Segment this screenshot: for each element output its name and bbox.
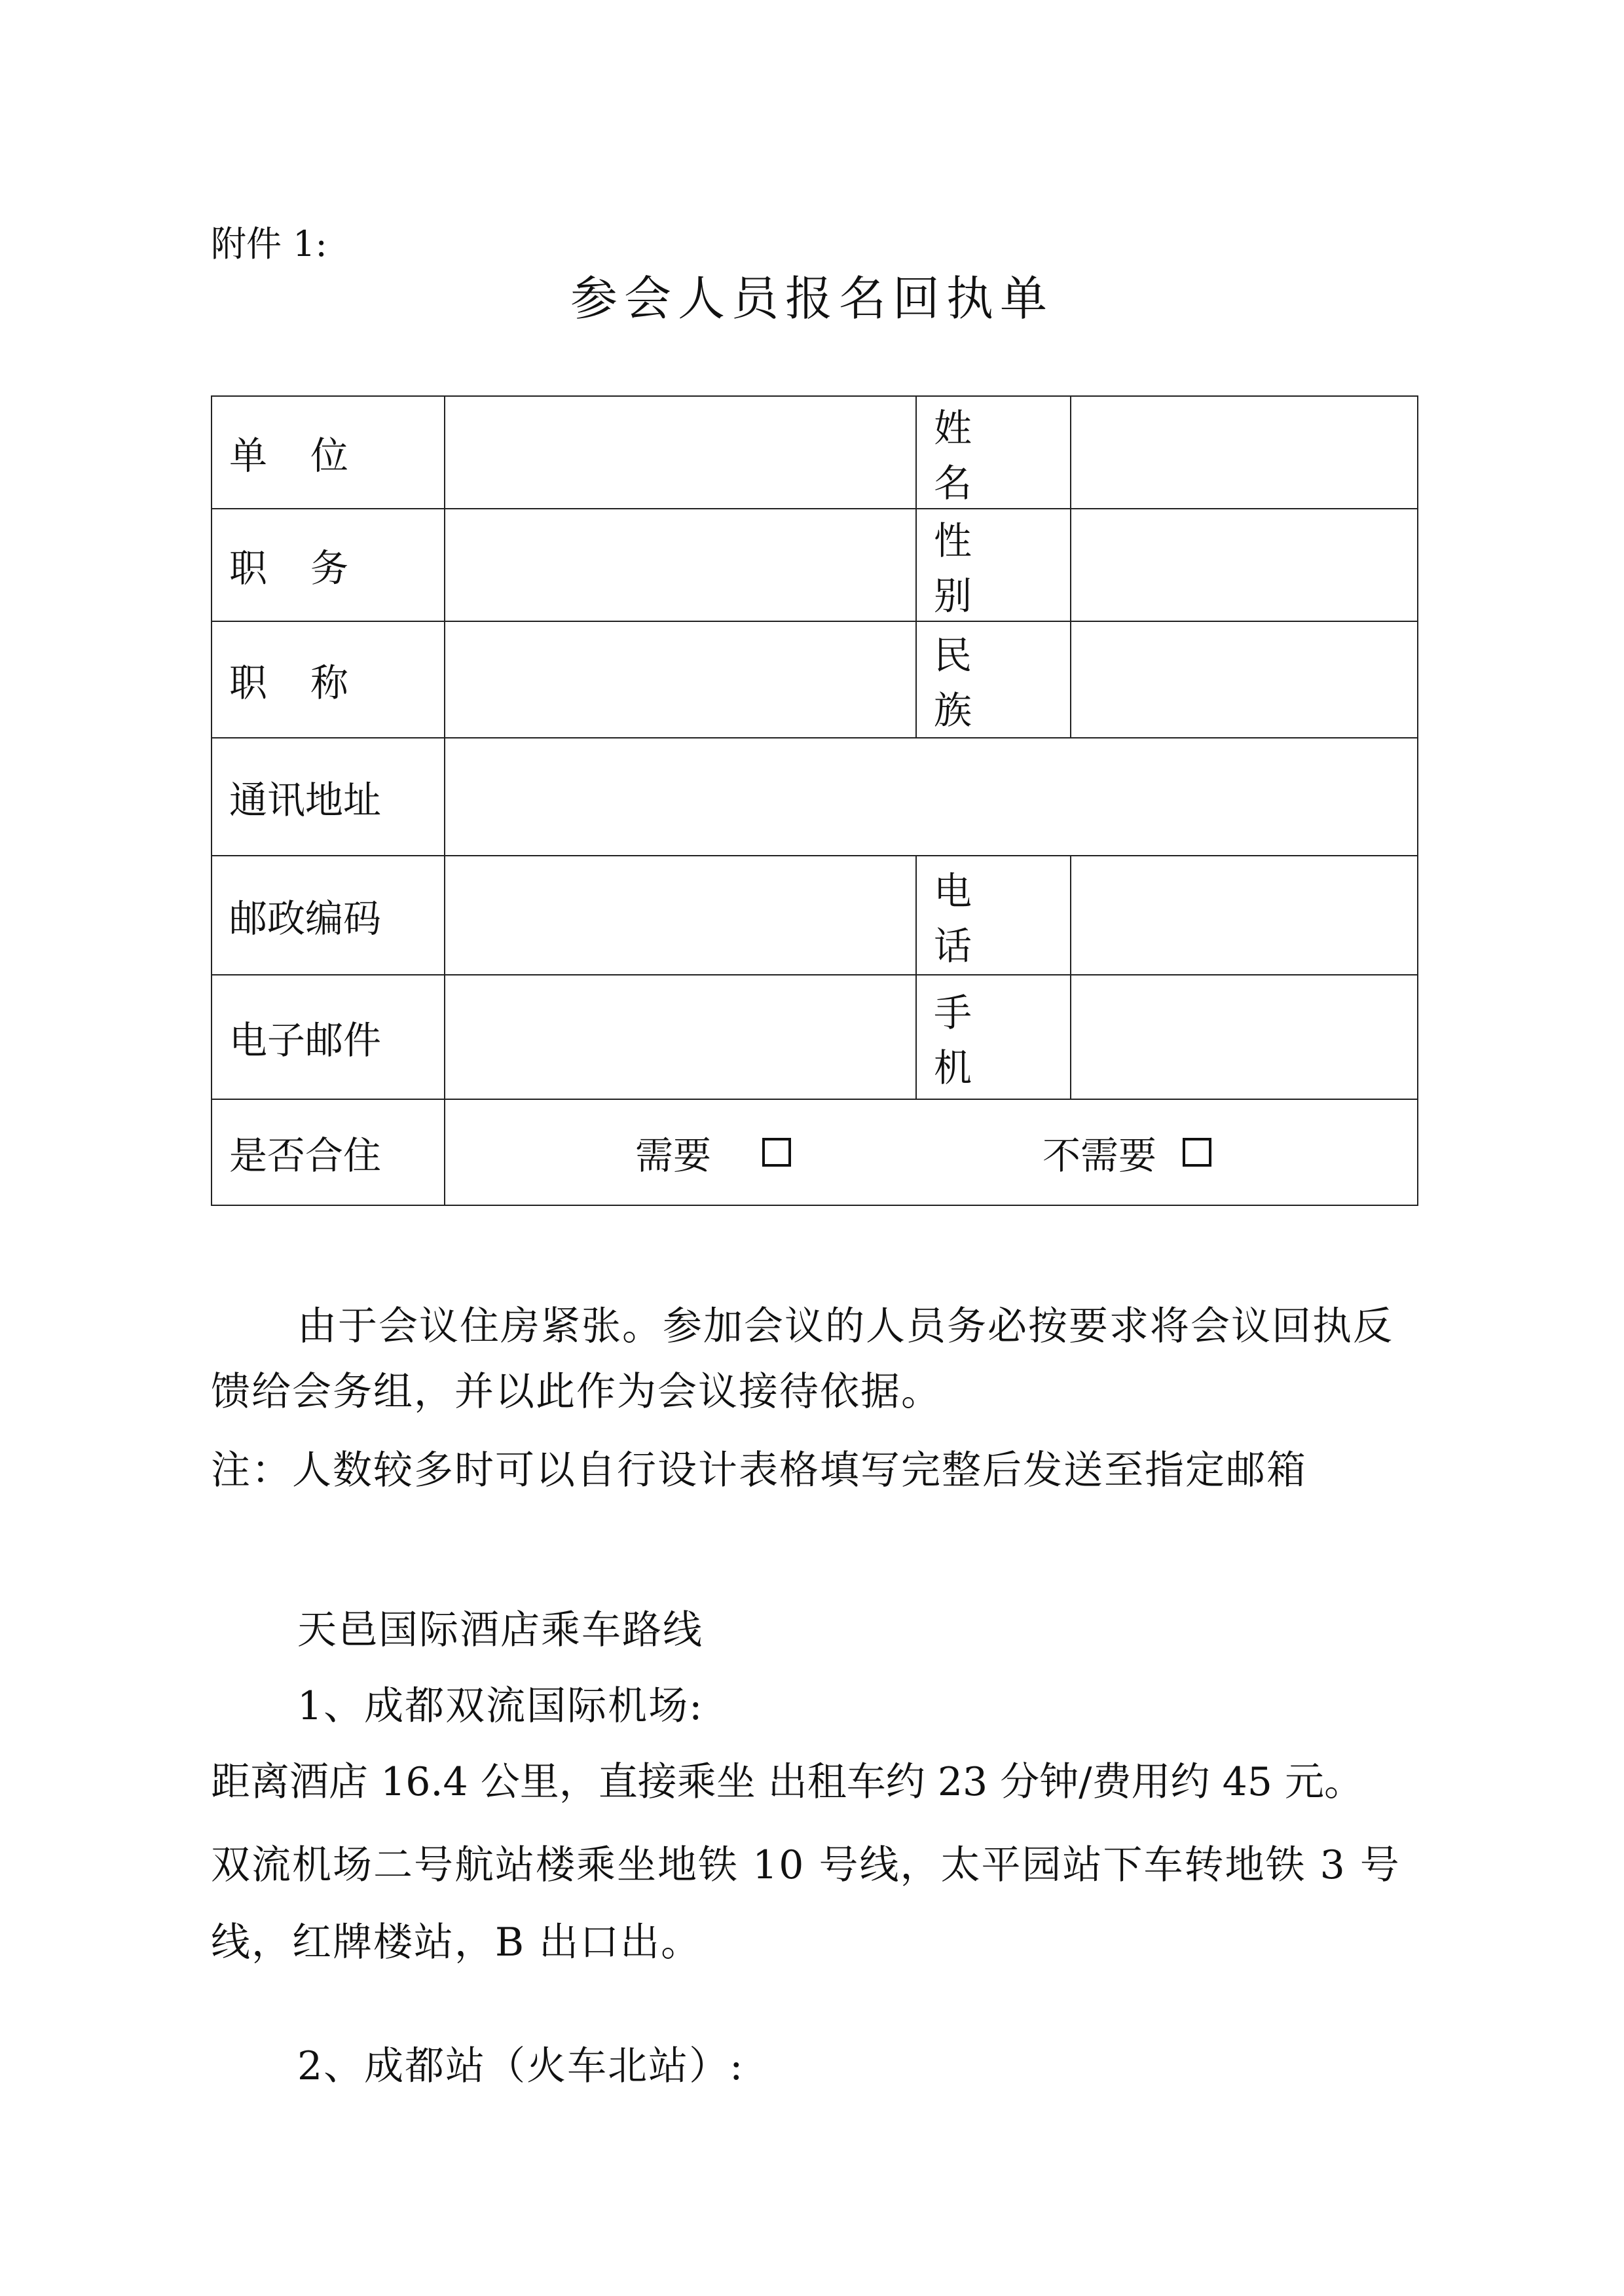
no-need-label: 不需要 [1043,1133,1157,1178]
table-row [212,856,1418,975]
need-checkbox[interactable] [762,1138,791,1167]
note-line: 注：人数较多时可以自行设计表格填写完整后发送至指定邮箱 [211,1448,1307,1493]
attachment-label: 附件 1: [211,223,327,264]
mobile-label: 手机 [916,975,1071,1099]
no-need-option[interactable] [1043,1125,1211,1180]
route-item-1-line-1: 距离酒店 16.4 公里，直接乘坐 出租车约 23 分钟/费用约 45 元。 [211,1759,1364,1805]
need-label: 需要 [635,1133,712,1178]
table-row [212,509,1418,621]
mobile-field[interactable] [1071,975,1418,1099]
position-label: 职务 [212,509,445,621]
route-item-1-title: 1、成都双流国际机场: [297,1683,704,1729]
route-item-1-line-2: 双流机场二号航站楼乘坐地铁 10 号线，太平园站下车转地铁 3 号线，红牌楼站，B 出口出。 [211,1842,1401,1965]
postcode-label: 邮政编码 [212,856,445,975]
table-row [212,621,1418,738]
email-label: 电子邮件 [212,975,445,1099]
name-field[interactable] [1071,396,1418,509]
gender-field[interactable] [1071,509,1418,621]
need-option[interactable] [635,1125,791,1180]
phone-label: 电话 [916,856,1071,975]
title-field[interactable] [445,621,916,738]
route-item-2-title: 2、成都站（火车北站）: [297,2043,745,2089]
table-row [212,738,1418,856]
position-field[interactable] [445,509,916,621]
notice-paragraph: 由于会议住房紧张。参加会议的人员务必按要求将会议回执反馈给会务组，并以此作为会议接待依据。 [211,1303,1393,1415]
email-field[interactable] [445,975,916,1099]
name-label: 姓名 [916,396,1071,509]
no-need-checkbox[interactable] [1183,1138,1211,1167]
unit-field[interactable] [445,396,916,509]
table-row [212,1099,1418,1205]
table-row [212,396,1418,509]
share-room-label: 是否合住 [212,1099,445,1205]
gender-label: 性别 [916,509,1071,621]
ethnicity-label: 民族 [916,621,1071,738]
address-field[interactable] [445,738,1418,856]
table-row [212,975,1418,1099]
route-heading: 天邑国际酒店乘车路线 [297,1607,703,1653]
registration-form-table [211,395,1418,1206]
page-title: 参会人员报名回执单 [570,271,1054,326]
postcode-field[interactable] [445,856,916,975]
unit-label: 单位 [212,396,445,509]
title-label: 职称 [212,621,445,738]
phone-field[interactable] [1071,856,1418,975]
share-room-options [445,1099,1418,1205]
address-label: 通讯地址 [212,738,445,856]
ethnicity-field[interactable] [1071,621,1418,738]
